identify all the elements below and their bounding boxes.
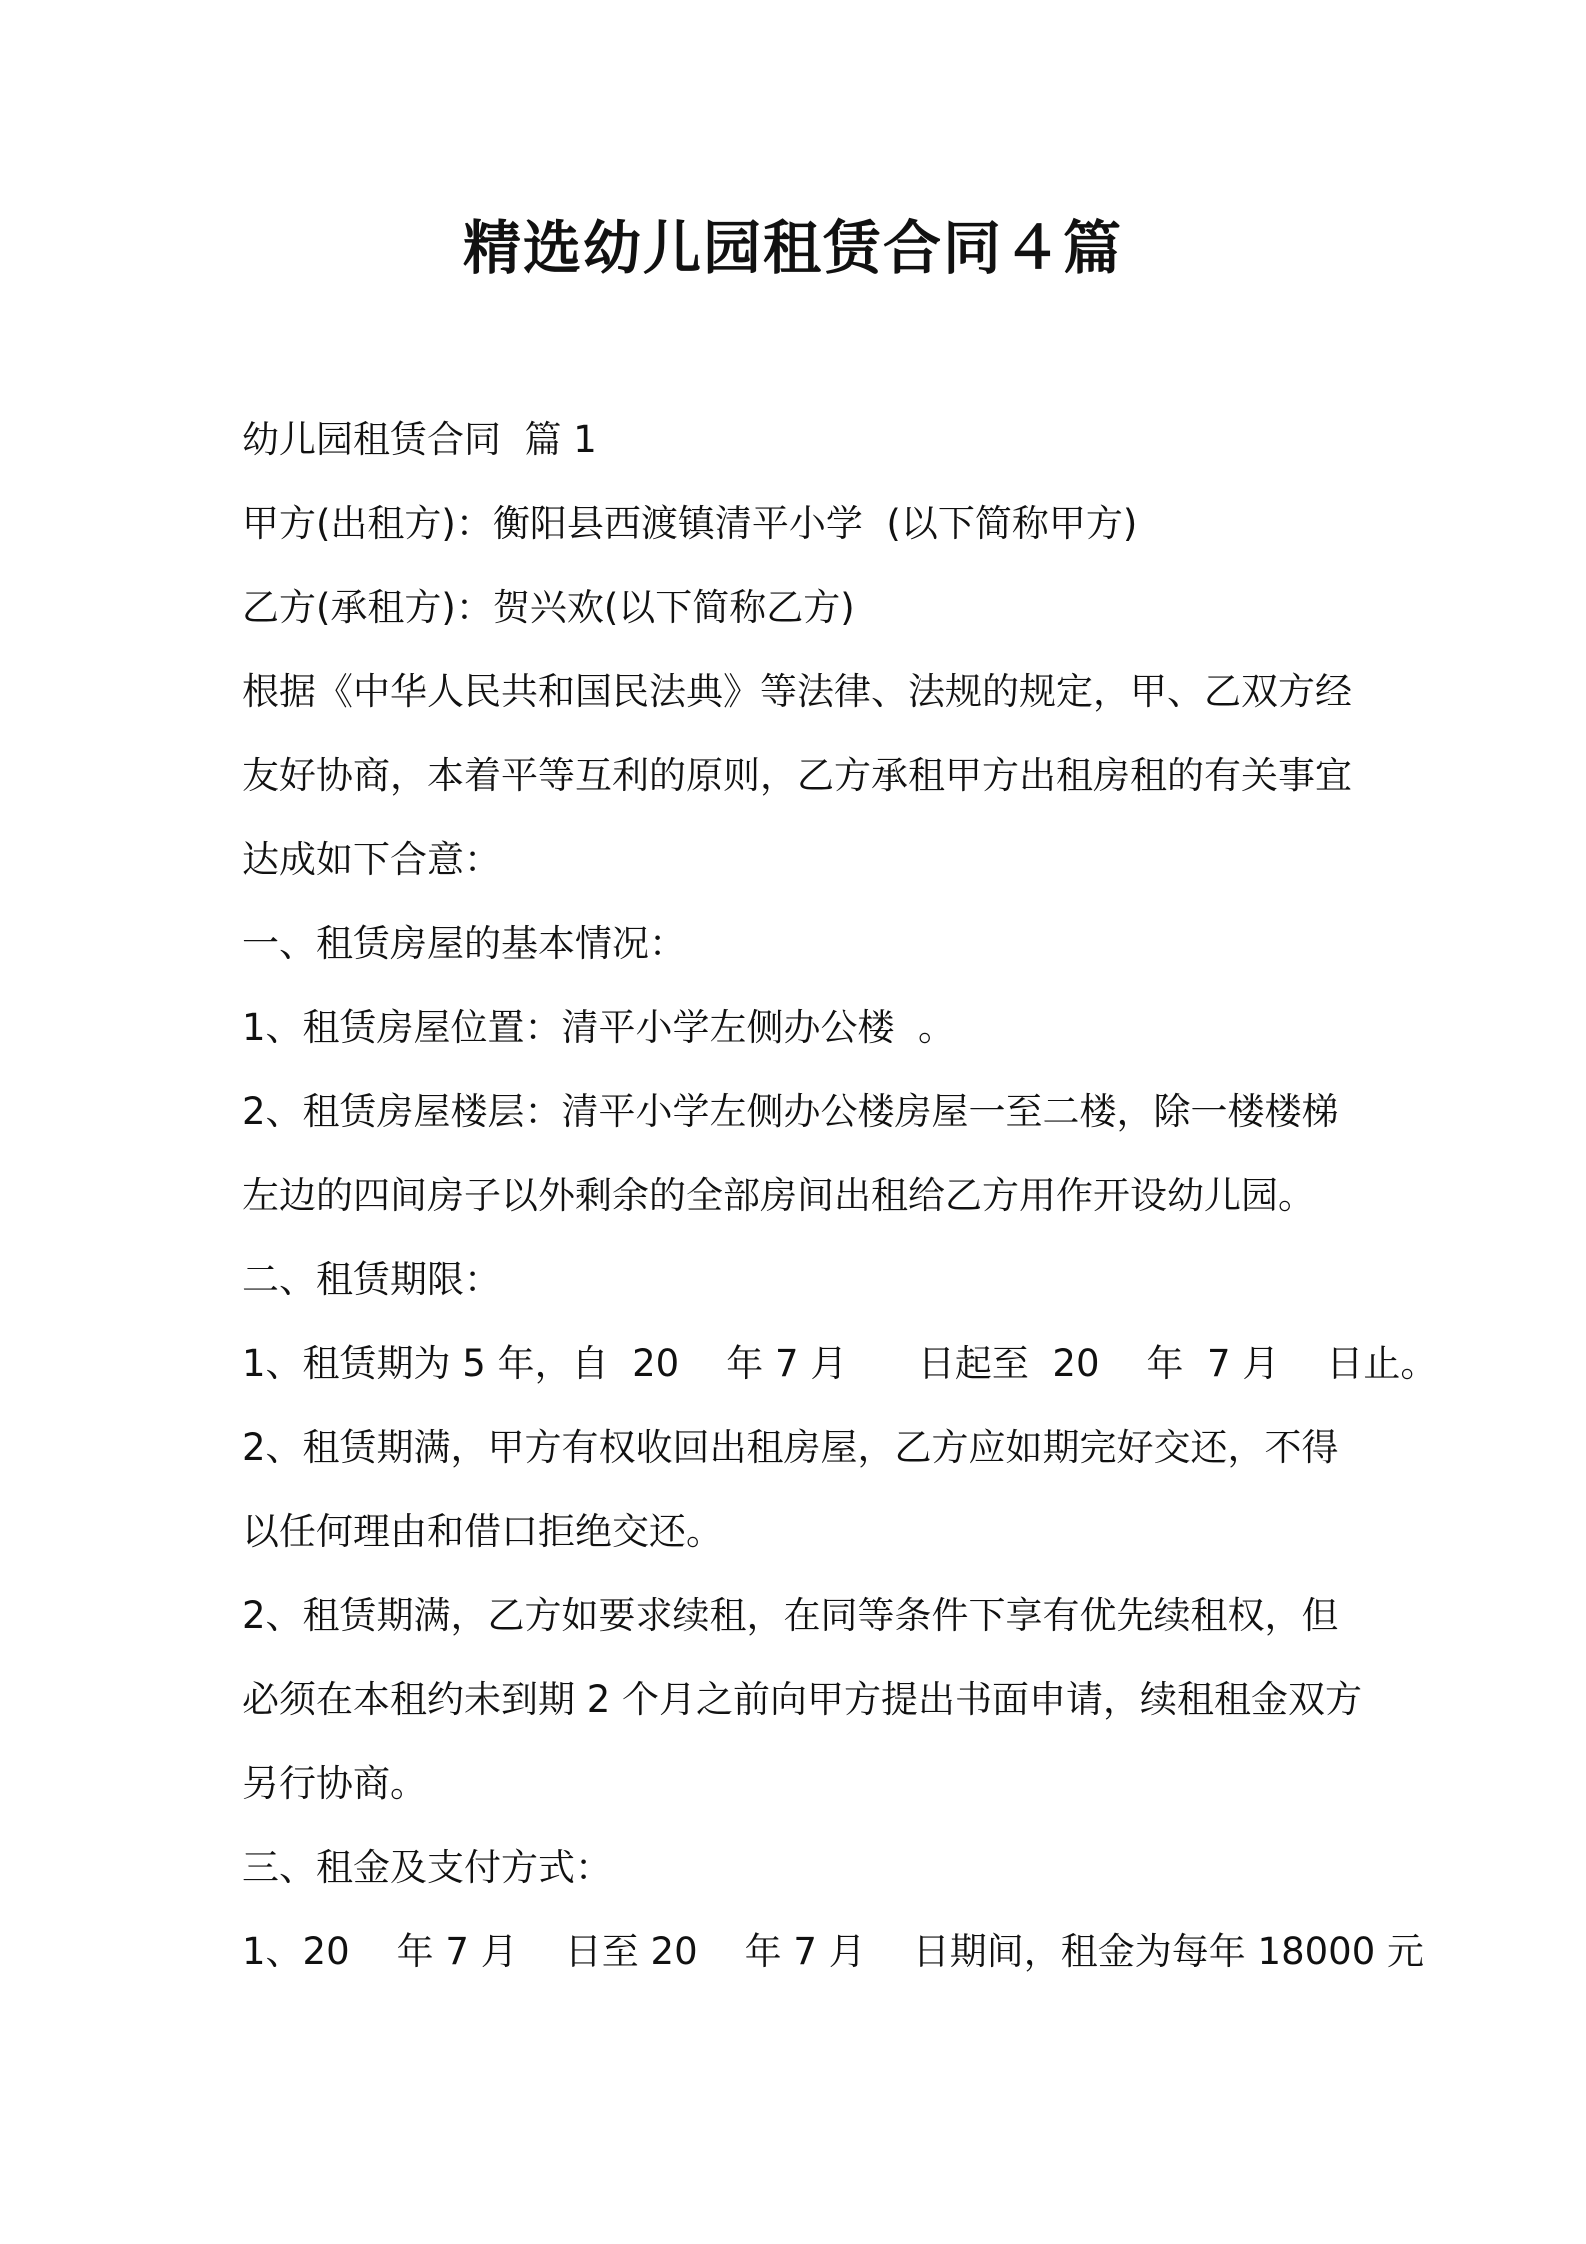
paragraph-line: 1、租赁期为 5 年，自 20 年 7 月 日起至 20 年 7 月 日止。 — [242, 1342, 1438, 1385]
paragraph-line: 另行协商。 — [242, 1762, 427, 1805]
paragraph-line: 左边的四间房子以外剩余的全部房间出租给乙方用作开设幼儿园。 — [242, 1174, 1315, 1217]
paragraph-line: 根据《中华人民共和国民法典》等法律、法规的规定，甲、乙双方经 — [242, 670, 1352, 713]
paragraph-line: 友好协商，本着平等互利的原则，乙方承租甲方出租房租的有关事宜 — [242, 754, 1352, 797]
clause-heading: 二、租赁期限： — [242, 1258, 501, 1301]
paragraph-line: 1、租赁房屋位置：清平小学左侧办公楼 。 — [242, 1006, 956, 1049]
document-title: 精选幼儿园租赁合同４篇 — [462, 214, 1123, 282]
party-b-line: 乙方(承租方)：贺兴欢(以下简称乙方) — [242, 586, 855, 629]
paragraph-line: 2、租赁房屋楼层：清平小学左侧办公楼房屋一至二楼，除一楼楼梯 — [242, 1090, 1339, 1133]
paragraph-line: 达成如下合意： — [242, 838, 501, 881]
document-body — [242, 398, 1438, 1994]
paragraph-line: 2、租赁期满，甲方有权收回出租房屋，乙方应如期完好交还，不得 — [242, 1426, 1339, 1469]
party-a-line: 甲方(出租方)：衡阳县西渡镇清平小学 (以下简称甲方) — [242, 502, 1138, 545]
paragraph-line: 必须在本租约未到期 2 个月之前向甲方提出书面申请，续租租金双方 — [242, 1678, 1363, 1721]
paragraph-line: 2、租赁期满，乙方如要求续租，在同等条件下享有优先续租权，但 — [242, 1594, 1339, 1637]
section-heading: 幼儿园租赁合同 篇 1 — [242, 418, 597, 461]
clause-heading: 一、租赁房屋的基本情况： — [242, 922, 686, 965]
paragraph-line: 以任何理由和借口拒绝交还。 — [242, 1510, 723, 1553]
paragraph-line: 1、20 年 7 月 日至 20 年 7 月 日期间，租金为每年 18000 元 — [242, 1930, 1424, 1973]
clause-heading: 三、租金及支付方式： — [242, 1846, 612, 1889]
